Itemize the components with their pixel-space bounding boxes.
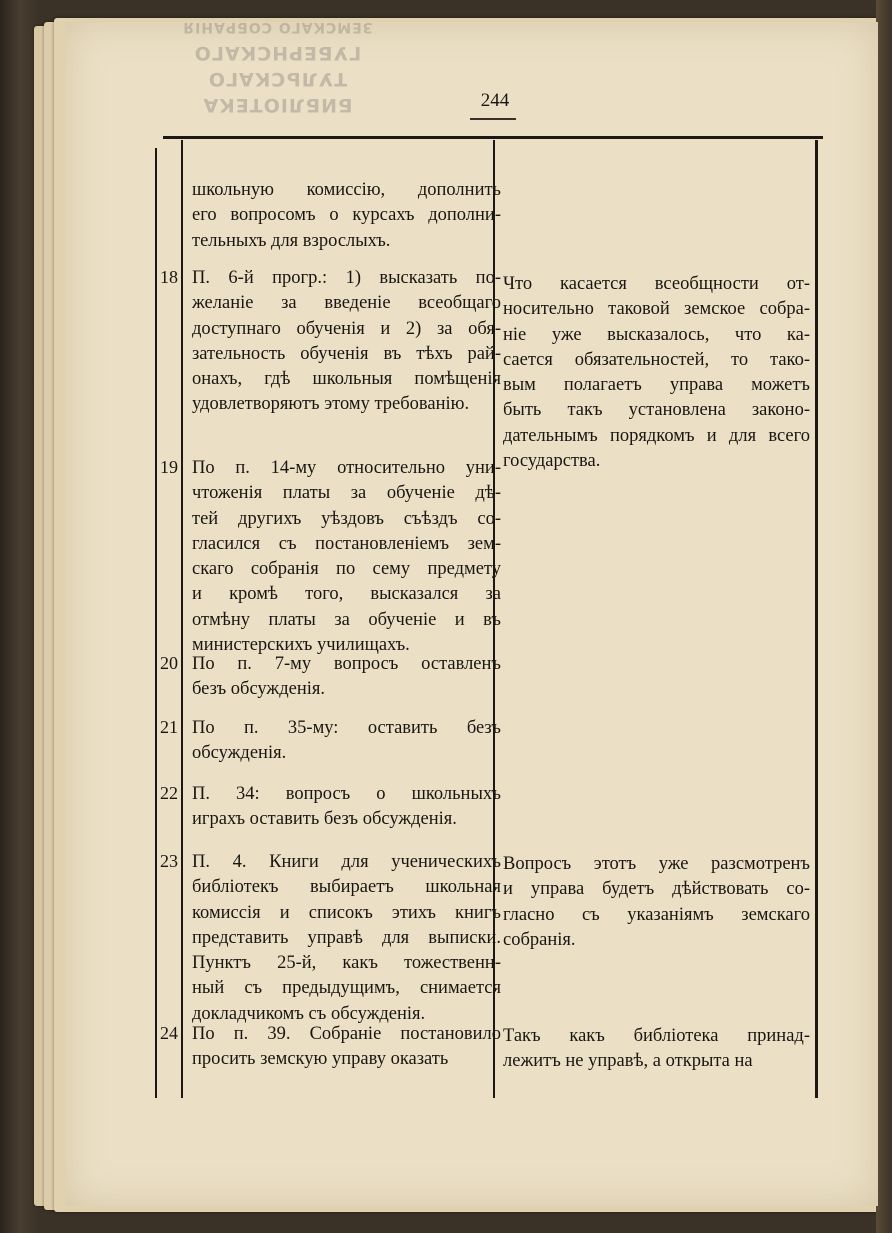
- text-line: представить управѣ для выписки.: [192, 927, 501, 948]
- text-line: собранія.: [503, 929, 576, 950]
- text-line: и управа будетъ дѣйствовать со-: [503, 879, 810, 900]
- text-line: По п. 39. Собраніе постановило: [192, 1024, 501, 1044]
- row-number: 18: [160, 267, 178, 287]
- text-line: гласился съ постановленіемъ зем-: [192, 533, 501, 554]
- stamp-line: ТУЛЬСКАГО ГУБЕРНСКАГО: [193, 42, 362, 90]
- text-line: государства.: [503, 451, 601, 472]
- agenda-item-text: [192, 178, 501, 254]
- text-line: лежитъ не управѣ, а открыта на: [503, 1051, 753, 1072]
- text-line: онахъ, гдѣ школьныя помѣщенія: [192, 369, 501, 390]
- text-line: сается обязательностей, то тако-: [503, 349, 810, 370]
- text-line: безъ обсужденія.: [192, 679, 326, 700]
- text-line: Такъ какъ библіотека принад-: [503, 1026, 810, 1046]
- text-line: чтоженія платы за обученіе дѣ-: [192, 483, 501, 504]
- text-line: удовлетворяютъ этому требованію.: [192, 394, 470, 415]
- row-number: 22: [160, 783, 178, 803]
- text-line: ніе уже высказалось, что ка-: [503, 324, 810, 345]
- agenda-item-text: [192, 850, 501, 1027]
- text-line: Вопросъ этотъ уже разсмотренъ: [503, 854, 810, 874]
- library-stamp: [170, 19, 385, 118]
- text-line: По п. 14-му относительно уни-: [192, 458, 501, 478]
- text-line: По п. 7-му вопросъ оставленъ: [192, 654, 501, 674]
- row-number: 23: [160, 851, 178, 871]
- board-response-text: [503, 272, 810, 474]
- stamp-line: БИБЛІОТЕКА: [202, 94, 353, 116]
- table-top-rule: [163, 136, 823, 139]
- text-line: тельныхъ для взрослыхъ.: [192, 230, 391, 251]
- agenda-item-text: [192, 782, 501, 833]
- text-line: гласно съ указаніямъ земскаго: [503, 904, 810, 925]
- text-line: ный съ предыдущимъ, снимается: [192, 978, 501, 999]
- number-column-rule: [181, 140, 183, 1098]
- text-line: министерскихъ училищахъ.: [192, 635, 410, 656]
- page-number-rule: [470, 118, 516, 120]
- text-line: зательность обученія въ тѣхъ рай-: [192, 343, 501, 364]
- text-line: библіотекъ выбираетъ школьная: [192, 877, 501, 898]
- agenda-item-text: [192, 652, 501, 703]
- text-line: играхъ оставить безъ обсужденія.: [192, 809, 457, 830]
- text-line: желаніе за введеніе всеобщаго: [192, 293, 501, 314]
- text-line: П. 4. Книги для ученическихъ: [192, 852, 501, 872]
- agenda-item-text: [192, 1022, 501, 1073]
- row-number: 20: [160, 653, 178, 673]
- text-line: Пунктъ 25-й, какъ тожественн-: [192, 953, 501, 974]
- text-line: вым полагаетъ управа можетъ: [503, 375, 810, 396]
- text-line: комиссія и списокъ этихъ книгъ: [192, 902, 501, 923]
- agenda-item-text: [192, 716, 501, 767]
- text-line: По п. 35-му: оставить безъ: [192, 718, 501, 738]
- text-line: отмѣну платы за обученіе и въ: [192, 609, 501, 630]
- text-line: просить земскую управу оказать: [192, 1049, 449, 1070]
- text-line: обсужденія.: [192, 743, 287, 764]
- table-left-rule: [155, 148, 157, 1098]
- row-number: 21: [160, 717, 178, 737]
- text-line: и кромѣ того, высказался за: [192, 584, 501, 605]
- book-cover-edge: [876, 0, 892, 1233]
- text-line: школьную комиссію, дополнить: [192, 180, 501, 200]
- agenda-item-text: [192, 456, 501, 658]
- stamp-line: ЗЕМСКАГО СОБРАНІЯ: [182, 19, 373, 35]
- text-line: быть такъ установлена законо-: [503, 400, 810, 421]
- page-number: 244: [480, 90, 510, 111]
- text-line: доступнаго обученія и 2) за обя-: [192, 318, 501, 339]
- row-number: 24: [160, 1023, 178, 1043]
- text-line: носительно таковой земское собра-: [503, 299, 810, 320]
- text-line: его вопросомъ о курсахъ дополни-: [192, 205, 501, 226]
- row-number: 19: [160, 457, 178, 477]
- text-line: скаго собранія по сему предмету: [192, 559, 501, 580]
- board-response-text: [503, 852, 810, 953]
- text-line: дательнымъ порядкомъ и для всего: [503, 425, 810, 446]
- agenda-item-text: [192, 266, 501, 418]
- text-line: тей другихъ уѣздовъ съѣздъ со-: [192, 508, 501, 529]
- table-right-rule: [815, 140, 818, 1098]
- text-line: П. 6-й прогр.: 1) высказать по-: [192, 268, 501, 288]
- text-line: П. 34: вопросъ о школьныхъ: [192, 784, 501, 804]
- text-line: Что касается всеобщности от-: [503, 274, 810, 294]
- board-response-text: [503, 1024, 810, 1075]
- text-line: докладчикомъ съ обсужденія.: [192, 1003, 426, 1024]
